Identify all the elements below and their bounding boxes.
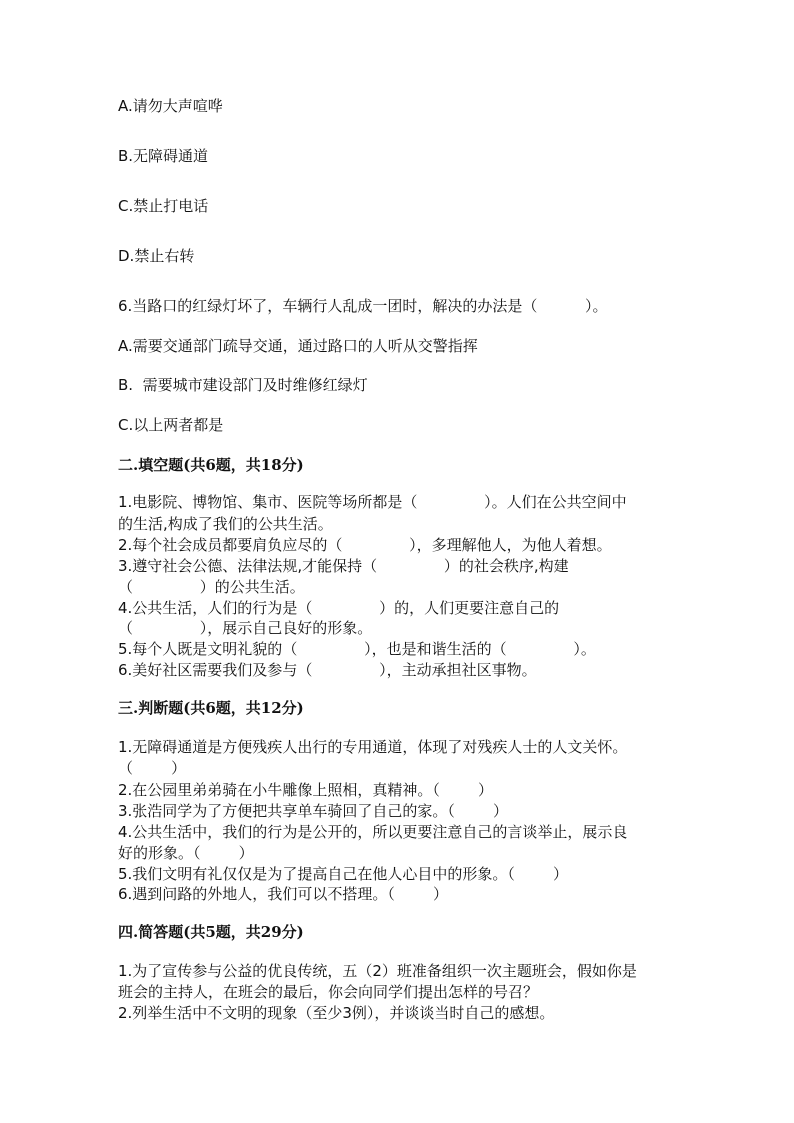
q5-option-d: D.禁止右转: [118, 247, 195, 265]
fill-line: 6.美好社区需要我们及参与（ ），主动承担社区事物。: [118, 661, 537, 679]
fill-line: （ ）的公共生活。: [118, 578, 305, 596]
fill-line: 2.每个社会成员都要肩负应尽的（ ），多理解他人，为他人着想。: [118, 536, 612, 554]
fill-line: 1.电影院、博物馆、集市、医院等场所都是（ ）。人们在公共空间中: [118, 493, 627, 511]
fill-line: （ ），展示自己良好的形象。: [118, 619, 373, 637]
fill-line: 4.公共生活，人们的行为是（ ）的，人们更要注意自己的: [118, 599, 560, 617]
q6-option-a: A.需要交通部门疏导交通，通过路口的人听从交警指挥: [118, 337, 478, 355]
judge-line: 5.我们文明有礼仅仅是为了提高自己在他人心目中的形象。（ ）: [118, 865, 568, 883]
judge-line: 3.张浩同学为了方便把共享单车骑回了自己的家。（ ）: [118, 802, 508, 820]
q5-option-c: C.禁止打电话: [118, 197, 209, 215]
q5-option-b: B.无障碍通道: [118, 147, 209, 165]
q6-question: 6.当路口的红绿灯坏了，车辆行人乱成一团时，解决的办法是（ ）。: [118, 297, 608, 315]
judge-line: （ ）: [118, 759, 187, 777]
section2-title: 二.填空题(共6题，共18分): [118, 456, 304, 474]
judge-line: 2.在公园里弟弟骑在小牛雕像上照相，真精神。（ ）: [118, 781, 493, 799]
fill-line: 的生活,构成了我们的公共生活。: [118, 515, 333, 533]
q6-option-c: C.以上两者都是: [118, 416, 224, 434]
q6-option-b: B. 需要城市建设部门及时维修红绿灯: [118, 376, 368, 394]
section3-title: 三.判断题(共6题，共12分): [118, 699, 304, 717]
judge-line: 好的形象。（ ）: [118, 844, 254, 862]
answer-line: 班会的主持人，在班会的最后，你会向同学们提出怎样的号召？: [118, 983, 539, 1001]
answer-line: 2.列举生活中不文明的现象（至少3例），并谈谈当时自己的感想。: [118, 1004, 555, 1022]
q5-option-a: A.请勿大声喧哗: [118, 97, 223, 115]
judge-line: 6.遇到问路的外地人，我们可以不搭理。（ ）: [118, 885, 448, 903]
fill-line: 3.遵守社会公德、法律法规,才能保持（ ）的社会秩序,构建: [118, 557, 569, 575]
fill-line: 5.每个人既是文明礼貌的（ ），也是和谐生活的（ ）。: [118, 640, 596, 658]
judge-line: 4.公共生活中，我们的行为是公开的，所以更要注意自己的言谈举止，展示良: [118, 823, 628, 841]
answer-line: 1.为了宣传参与公益的优良传统，五（2）班准备组织一次主题班会，假如你是: [118, 962, 637, 980]
section4-title: 四.简答题(共5题，共29分): [118, 923, 304, 941]
judge-line: 1.无障碍通道是方便残疾人出行的专用通道，体现了对残疾人士的人文关怀。: [118, 738, 628, 756]
